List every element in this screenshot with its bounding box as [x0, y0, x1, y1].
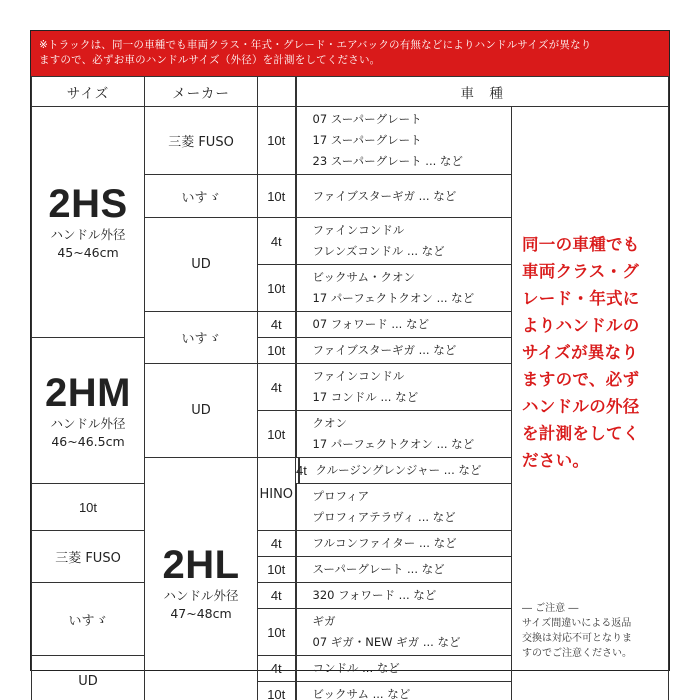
model-cell [296, 411, 512, 458]
size-label: ハンドル外径 [163, 587, 239, 603]
side-message-line: ださい。 [522, 451, 590, 470]
model-cell [296, 107, 512, 175]
model-cell [296, 175, 512, 218]
model-name: フルコンファイター ... など [312, 536, 457, 550]
header-maker: メーカー [145, 77, 258, 107]
model-cell [296, 338, 512, 364]
side-message-line: を計測をしてく [522, 424, 640, 443]
ton-cell: 10t [258, 411, 296, 458]
model-name: フレンズコンドル ... など [312, 244, 445, 258]
side-note-column [512, 107, 669, 700]
model-name: ファイブスターギガ ... など [312, 343, 457, 357]
table-header-row [32, 77, 669, 107]
side-warning-message [522, 231, 640, 474]
size-cell-2hs [32, 107, 145, 338]
warning-banner [31, 31, 669, 76]
table-row [32, 107, 669, 175]
model-name: クオン [312, 416, 347, 430]
maker-cell: UD [145, 218, 258, 312]
model-name: 17 パーフェクトクオン ... など [312, 437, 475, 451]
size-code: 2HM [45, 370, 131, 415]
ton-cell: 10t [258, 175, 296, 218]
model-cell [296, 312, 512, 338]
model-name: 17 スーパーグレート [312, 133, 422, 147]
model-name: プロフィアテラヴィ ... など [312, 510, 456, 524]
ton-cell: 4t [258, 312, 296, 338]
header-model: 車 種 [296, 77, 669, 107]
model-cell [296, 656, 512, 682]
size-label: ハンドル外径 [50, 227, 126, 242]
maker-cell: いすゞ [145, 312, 258, 364]
model-name: スーパーグレート ... など [312, 562, 445, 576]
maker-cell: 三菱 FUSO [145, 107, 258, 175]
maker-cell: いすゞ [145, 175, 258, 218]
ton-cell: 4t [258, 583, 296, 609]
model-cell [296, 609, 512, 656]
size-code: 2HL [162, 542, 240, 587]
model-cell [296, 531, 512, 557]
size-range: 46~46.5cm [51, 433, 125, 449]
side-message-line: 同一の車種でも [522, 235, 640, 254]
size-chart [30, 30, 670, 700]
size-cell-2hm [32, 338, 145, 484]
banner-line-2: ますので、必ずお車のハンドルサイズ（外径）を計測をしてください。 [39, 54, 381, 66]
maker-cell: 三菱 FUSO [32, 531, 145, 583]
ton-cell: 10t [32, 484, 145, 531]
model-name: 07 ギガ・NEW ギガ ... など [312, 635, 461, 649]
ton-cell: 4t [296, 458, 299, 484]
model-name: ファイブスターギガ ... など [312, 188, 457, 203]
model-cell [296, 364, 512, 411]
size-code: 2HS [48, 182, 128, 226]
maker-cell: HINO [258, 458, 296, 531]
size-label: ハンドル外径 [50, 415, 126, 431]
model-cell [296, 682, 512, 700]
model-name: プロフィア [312, 489, 370, 503]
side-message-line: ますので、必ず [522, 370, 640, 389]
caution-note-line: 交換は対応不可となりま [522, 633, 632, 644]
model-name: ファインコンドル [312, 223, 405, 237]
model-name: 07 スーパーグレート [312, 112, 422, 126]
ton-cell: 10t [258, 265, 296, 312]
model-name: ビックサム ... など [312, 687, 411, 700]
ton-cell: 10t [258, 682, 296, 700]
ton-cell: 4t [258, 656, 296, 682]
header-size: サイズ [32, 77, 145, 107]
model-name: 07 フォワード ... など [312, 317, 429, 331]
model-name: ファインコンドル [312, 369, 405, 383]
ton-cell: 10t [258, 557, 296, 583]
size-range: 45~46cm [57, 245, 119, 260]
caution-note-line: サイズ間違いによる返品 [522, 618, 632, 629]
caution-note [522, 601, 632, 661]
ton-cell: 4t [258, 364, 296, 411]
maker-cell: UD [32, 656, 145, 700]
size-table [31, 76, 669, 700]
maker-cell: いすゞ [32, 583, 145, 656]
model-name: クルージングレンジャー ... など [315, 463, 482, 477]
side-message-line: 車両クラス・グ [522, 262, 640, 281]
model-cell [296, 583, 512, 609]
caution-note-line: ― ご注意 ― [522, 603, 579, 614]
size-cell-2hl [145, 458, 258, 700]
header-ton [258, 77, 296, 107]
model-name: 320 フォワード ... など [312, 588, 437, 602]
banner-line-1: ※トラックは、同一の車種でも車両クラス・年式・グレード・エアバックの有無などによりハンドルサイズが異なり [39, 39, 592, 51]
model-name: ギガ [312, 614, 336, 628]
ton-cell: 4t [258, 218, 296, 265]
ton-cell: 4t [258, 531, 296, 557]
model-name: 17 パーフェクトクオン ... など [312, 291, 475, 305]
model-cell [296, 557, 512, 583]
model-name: コンドル ... など [312, 661, 400, 675]
side-message-line: サイズが異なり [522, 343, 639, 362]
ton-cell: 10t [258, 338, 296, 364]
model-name: 23 スーパーグレート ... など [312, 154, 463, 168]
model-cell [296, 265, 512, 312]
model-name: 17 コンドル ... など [312, 390, 419, 404]
model-cell [296, 218, 512, 265]
model-cell [296, 484, 512, 531]
caution-note-line: すのでご注意ください。 [522, 648, 632, 659]
maker-cell: UD [145, 364, 258, 458]
size-range: 47~48cm [170, 605, 232, 621]
ton-cell: 10t [258, 609, 296, 656]
model-name: ビックサム・クオン [312, 270, 415, 284]
side-message-line: ハンドルの外径 [522, 397, 640, 416]
side-message-line: よりハンドルの [522, 316, 640, 335]
side-message-line: レード・年式に [522, 289, 640, 308]
ton-cell: 10t [258, 107, 296, 175]
